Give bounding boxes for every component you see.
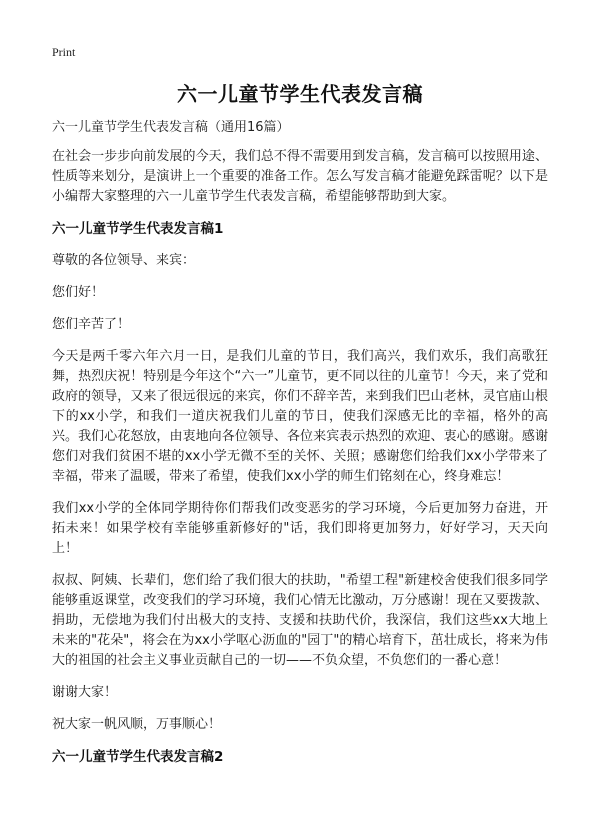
section-heading-2: 六一儿童节学生代表发言稿2 [52,749,224,765]
article-subtitle: 六一儿童节学生代表发言稿（通用16篇） [52,120,290,135]
closing-paragraph: 谢谢大家！ [52,685,118,700]
intro-paragraph: 在社会一步步向前发展的今天，我们总不得不需要用到发言稿，发言稿可以按照用途、性质等来划分，是演讲上一个重要的准备工作。怎么写发言稿才能避免踩雷呢？以下是小编帮大家整理的六一儿童节学生代表发言稿，希望能够帮助到大家。 [52,149,548,204]
greeting-paragraph: 您们好！ [52,285,105,300]
body-paragraph: 今天是两千零六年六月一日，是我们儿童的节日，我们高兴，我们欢乐，我们高歌狂舞，热烈庆祝！特别是今年这个“六一”儿童节，更不同以往的儿童节！今天，来了党和政府的领导，又来了很远很远的来宾，你们不辞辛苦，来到我们巴山老林，灵官庙山根下的xx小学，和我们一道庆祝我们儿童的节日，使我们深感无比的幸福，格外的高兴。我们心花怒放，由衷地向各位领导、各位来宾表示热烈的欢迎、衷心的感谢。感谢您们对我们贫困不堪的xx小学无微不至的关怀、关照；感谢您们给我们xx小学带来了幸福，带来了温暖，带来了希望，使我们xx小学的师生们铭刻在心，终身难忘！ [52,349,548,484]
section-heading-1: 六一儿童节学生代表发言稿1 [52,221,224,237]
body-paragraph: 叔叔、阿姨、长辈们，您们给了我们很大的扶助，"希望工程"新建校舍使我们很多同学能够重返课堂，改变我们的学习环境，我们心情无比激动，万分感谢！现在又要拨款、捐助，无偿地为我们付出极大的支持、支援和扶助代价，我深信，我们这些xx大地上未来的"花朵"，将会在为xx小学呕心沥血的"园丁"的精心培育下，茁壮成长，将来为伟大的祖国的社会主义事业贡献自己的一切——不负众望，不负您们的一番心意！ [52,573,548,668]
article-body [52,118,548,779]
page-title: 六一儿童节学生代表发言稿 [177,82,423,106]
body-paragraph: 我们xx小学的全体同学期待你们帮我们改变恶劣的学习环境，今后更加努力奋进，开拓未来！如果学校有幸能够重新修好的"话，我们即将更加努力，好好学习，天天向上！ [52,501,548,556]
thanks-paragraph: 您们辛苦了！ [52,317,131,332]
salutation-paragraph: 尊敬的各位领导、来宾： [52,253,196,268]
print-link[interactable]: Print [52,45,76,59]
wishes-paragraph: 祝大家一帆风顺，万事顺心！ [52,717,222,732]
